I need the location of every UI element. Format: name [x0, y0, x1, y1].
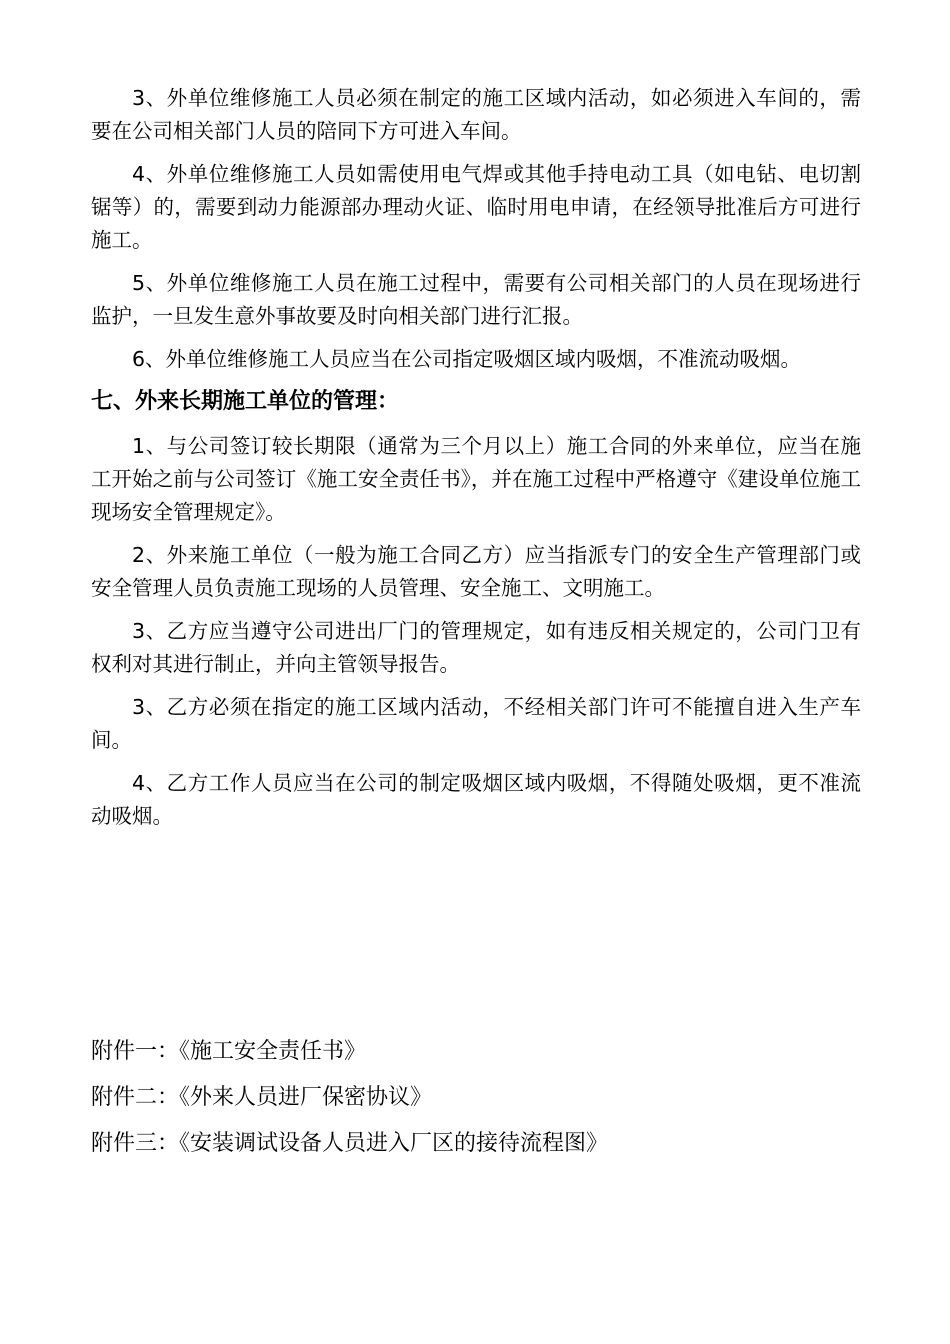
attachment-item-1: 附件一：《施工安全责任书》 — [91, 1039, 367, 1064]
document-body — [91, 82, 861, 843]
section-paragraph-3b: 3、乙方必须在指定的施工区域内活动，不经相关部门许可不能擅自进入生产车间。 — [91, 695, 861, 752]
paragraph-item-4: 4、外单位维修施工人员如需使用电气焊或其他手持电动工具（如电钻、电切割锯等）的，需要到动力能源部办理动火证、临时用电申请，在经领导批准后方可进行施工。 — [91, 162, 861, 252]
section-paragraph-2: 2、外来施工单位（一般为施工合同乙方）应当指派专门的安全生产管理部门或安全管理人员负责施工现场的人员管理、安全施工、文明施工。 — [91, 543, 861, 600]
attachment-item-3: 附件三：《安装调试设备人员进入厂区的接待流程图》 — [91, 1131, 609, 1156]
attachments-list — [91, 1030, 861, 1168]
section-paragraph-4: 4、乙方工作人员应当在公司的制定吸烟区域内吸烟，不得随处吸烟，更不准流动吸烟。 — [91, 771, 861, 828]
section-heading: 七、外来长期施工单位的管理： — [91, 389, 400, 414]
paragraph-item-6: 6、外单位维修施工人员应当在公司指定吸烟区域内吸烟，不准流动吸烟。 — [132, 347, 802, 371]
section-paragraph-1: 1、与公司签订较长期限（通常为三个月以上）施工合同的外来单位，应当在施工开始之前与公司签订《施工安全责任书》，并在施工过程中严格遵守《建设单位施工现场安全管理规定》。 — [91, 434, 861, 524]
section-paragraph-3a: 3、乙方应当遵守公司进出厂门的管理规定，如有违反相关规定的，公司门卫有权利对其进行制止，并向主管领导报告。 — [91, 619, 861, 676]
attachment-item-2: 附件二：《外来人员进厂保密协议》 — [91, 1085, 433, 1110]
paragraph-item-5: 5、外单位维修施工人员在施工过程中，需要有公司相关部门的人员在现场进行监护，一旦发生意外事故要及时向相关部门进行汇报。 — [91, 271, 861, 328]
paragraph-item-3: 3、外单位维修施工人员必须在制定的施工区域内活动，如必须进入车间的，需要在公司相关部门人员的陪同下方可进入车间。 — [91, 86, 861, 143]
